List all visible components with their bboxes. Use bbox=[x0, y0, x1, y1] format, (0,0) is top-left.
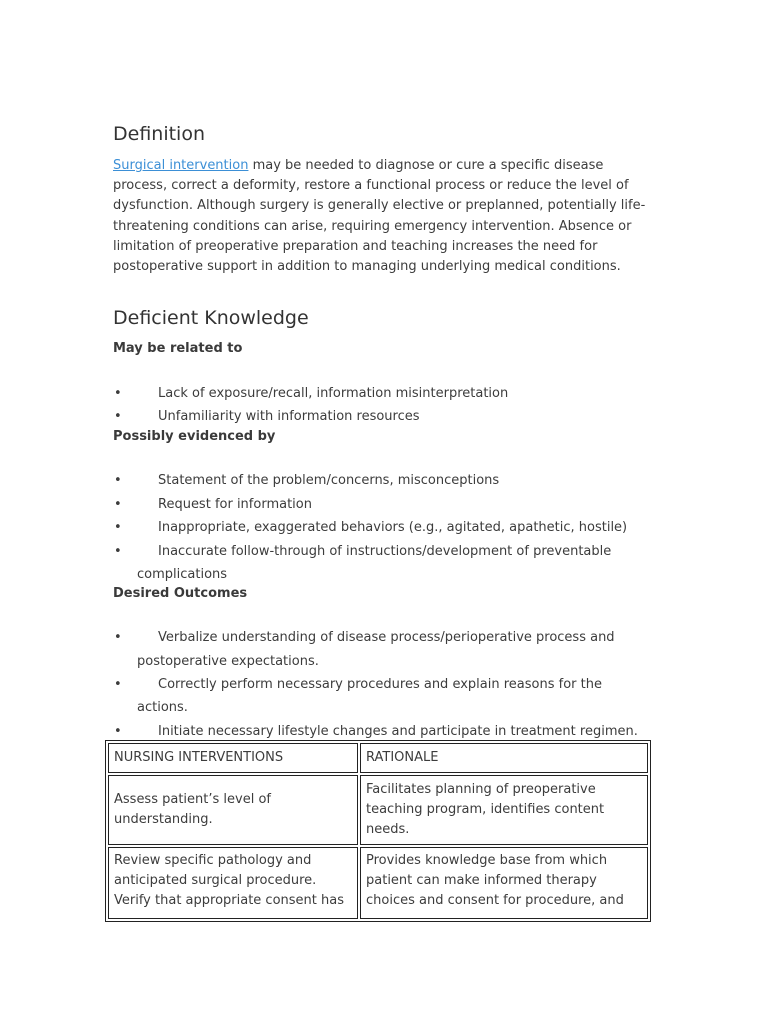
list-item-text: complications bbox=[137, 567, 228, 582]
evidenced-label: Possibly evidenced by bbox=[113, 429, 276, 444]
definition-text: may be needed to diagnose or cure a specific disease process, correct a deformity, restore a functional process or reduce the level of dysfunction. Although surgery is generally elective or preplanned, potentially life-threatening conditions can arise, requiring emergency intervention. Absence or limitation of preoperative preparation and teaching increases the need for postoperative support in addition to managing underlying medical conditions. bbox=[113, 158, 646, 275]
list-item-text: postoperative expectations. bbox=[137, 654, 319, 669]
table-cell: Provides knowledge base from which patient can make informed therapy choices and consent for procedure, and bbox=[360, 847, 648, 919]
bullet-icon: • bbox=[114, 724, 122, 739]
surgical-intervention-link[interactable]: Surgical intervention bbox=[113, 158, 249, 173]
bullet-icon: • bbox=[114, 409, 122, 424]
list-item-text: Inappropriate, exaggerated behaviors (e.g., agitated, apathetic, hostile) bbox=[158, 520, 628, 535]
list-item-text: Correctly perform necessary procedures and explain reasons for the bbox=[158, 677, 602, 692]
table-row bbox=[108, 775, 648, 845]
table-cell: Review specific pathology and anticipated surgical procedure. Verify that appropriate consent has bbox=[108, 847, 358, 919]
bullet-icon: • bbox=[114, 544, 122, 559]
table-cell: Facilitates planning of preoperative teaching program, identifies content needs. bbox=[360, 775, 648, 845]
list-item-text: Verbalize understanding of disease process/perioperative process and bbox=[158, 630, 615, 645]
care-plan-table bbox=[105, 740, 651, 922]
list-item-text: actions. bbox=[137, 700, 188, 715]
related-label: May be related to bbox=[113, 341, 243, 356]
bullet-icon: • bbox=[114, 520, 122, 535]
list-item-text: Lack of exposure/recall, information misinterpretation bbox=[158, 386, 509, 401]
list-item-text: Statement of the problem/concerns, misconceptions bbox=[158, 473, 500, 488]
table-cell: Assess patient’s level of understanding. bbox=[108, 775, 358, 845]
definition-heading: Definition bbox=[113, 123, 206, 145]
list-item-text: Request for information bbox=[158, 497, 312, 512]
bullet-icon: • bbox=[114, 677, 122, 692]
list-item-text: Initiate necessary lifestyle changes and participate in treatment regimen. bbox=[158, 724, 638, 739]
outcomes-label: Desired Outcomes bbox=[113, 586, 248, 601]
bullet-icon: • bbox=[114, 386, 122, 401]
deficient-knowledge-heading: Deficient Knowledge bbox=[113, 307, 309, 329]
bullet-icon: • bbox=[114, 473, 122, 488]
care-plan-table-viewport bbox=[100, 736, 660, 922]
list-item-text: Inaccurate follow-through of instructions/development of preventable bbox=[158, 544, 612, 559]
table-header-row bbox=[108, 743, 648, 773]
table-header-cell: NURSING INTERVENTIONS bbox=[108, 743, 358, 773]
definition-paragraph bbox=[113, 156, 658, 277]
bullet-icon: • bbox=[114, 497, 122, 512]
table-header-cell: RATIONALE bbox=[360, 743, 648, 773]
table-row bbox=[108, 847, 648, 919]
list-item-text: Unfamiliarity with information resources bbox=[158, 409, 420, 424]
bullet-icon: • bbox=[114, 630, 122, 645]
